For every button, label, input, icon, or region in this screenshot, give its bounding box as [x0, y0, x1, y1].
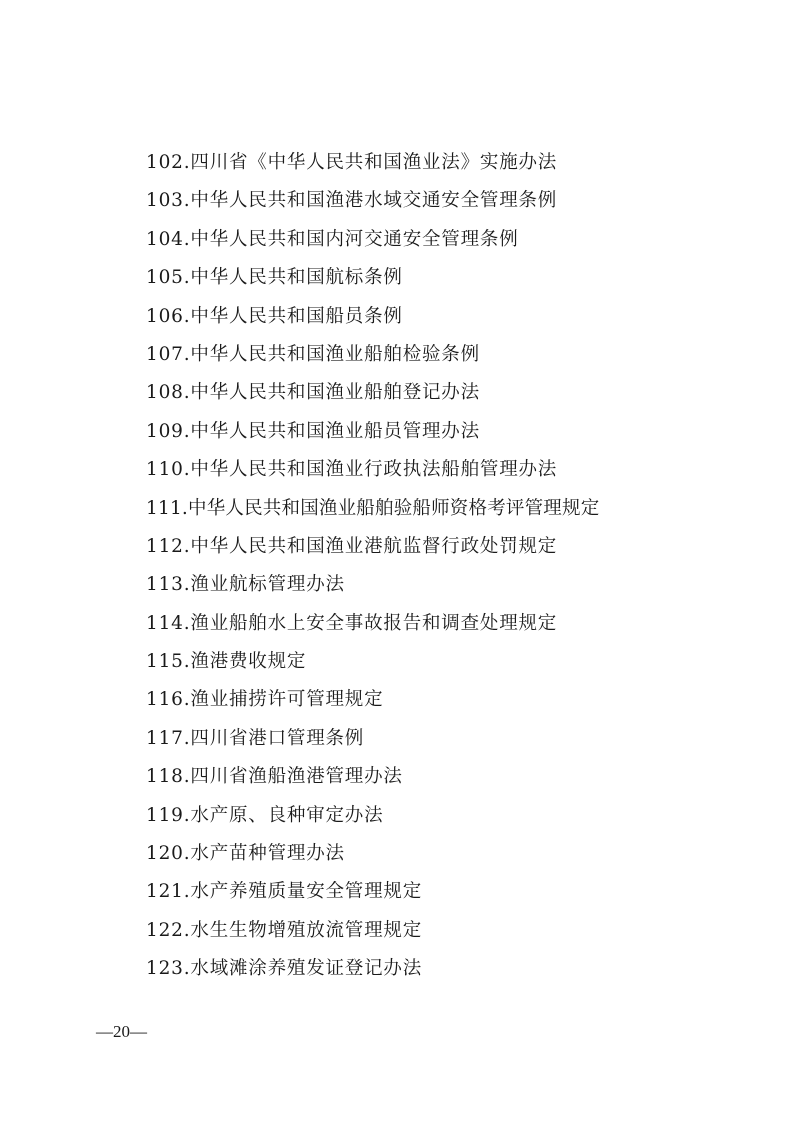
list-item: 113.渔业航标管理办法: [146, 574, 345, 596]
list-item: 111.中华人民共和国渔业船舶验船师资格考评管理规定: [146, 497, 600, 519]
list-item: 115.渔港费收规定: [146, 651, 307, 673]
regulation-list: [146, 150, 666, 995]
list-item: 119.水产原、良种审定办法: [146, 804, 384, 826]
list-item: 121.水产养殖质量安全管理规定: [146, 881, 422, 903]
list-item: 105.中华人民共和国航标条例: [146, 267, 403, 289]
list-item: 103.中华人民共和国渔港水域交通安全管理条例: [146, 190, 558, 212]
list-item: 106.中华人民共和国船员条例: [146, 305, 403, 327]
list-item: 117.四川省港口管理条例: [146, 727, 365, 749]
list-item: 123.水域滩涂养殖发证登记办法: [146, 958, 422, 980]
list-item: 120.水产苗种管理办法: [146, 843, 345, 865]
list-item: 102.四川省《中华人民共和国渔业法》实施办法: [146, 152, 558, 173]
list-item: 118.四川省渔船渔港管理办法: [146, 766, 403, 788]
page-number: —20—: [96, 1022, 147, 1041]
list-item: 114.渔业船舶水上安全事故报告和调查处理规定: [146, 612, 558, 634]
list-item: 116.渔业捕捞许可管理规定: [146, 689, 384, 711]
list-item: 108.中华人民共和国渔业船舶登记办法: [146, 382, 480, 404]
list-item: 107.中华人民共和国渔业船舶检验条例: [146, 343, 480, 365]
list-item: 104.中华人民共和国内河交通安全管理条例: [146, 228, 519, 250]
list-item: 110.中华人民共和国渔业行政执法船舶管理办法: [146, 459, 558, 481]
list-item: 122.水生生物增殖放流管理规定: [146, 919, 422, 941]
list-item: 112.中华人民共和国渔业港航监督行政处罚规定: [146, 535, 558, 557]
list-item: 109.中华人民共和国渔业船员管理办法: [146, 420, 480, 442]
